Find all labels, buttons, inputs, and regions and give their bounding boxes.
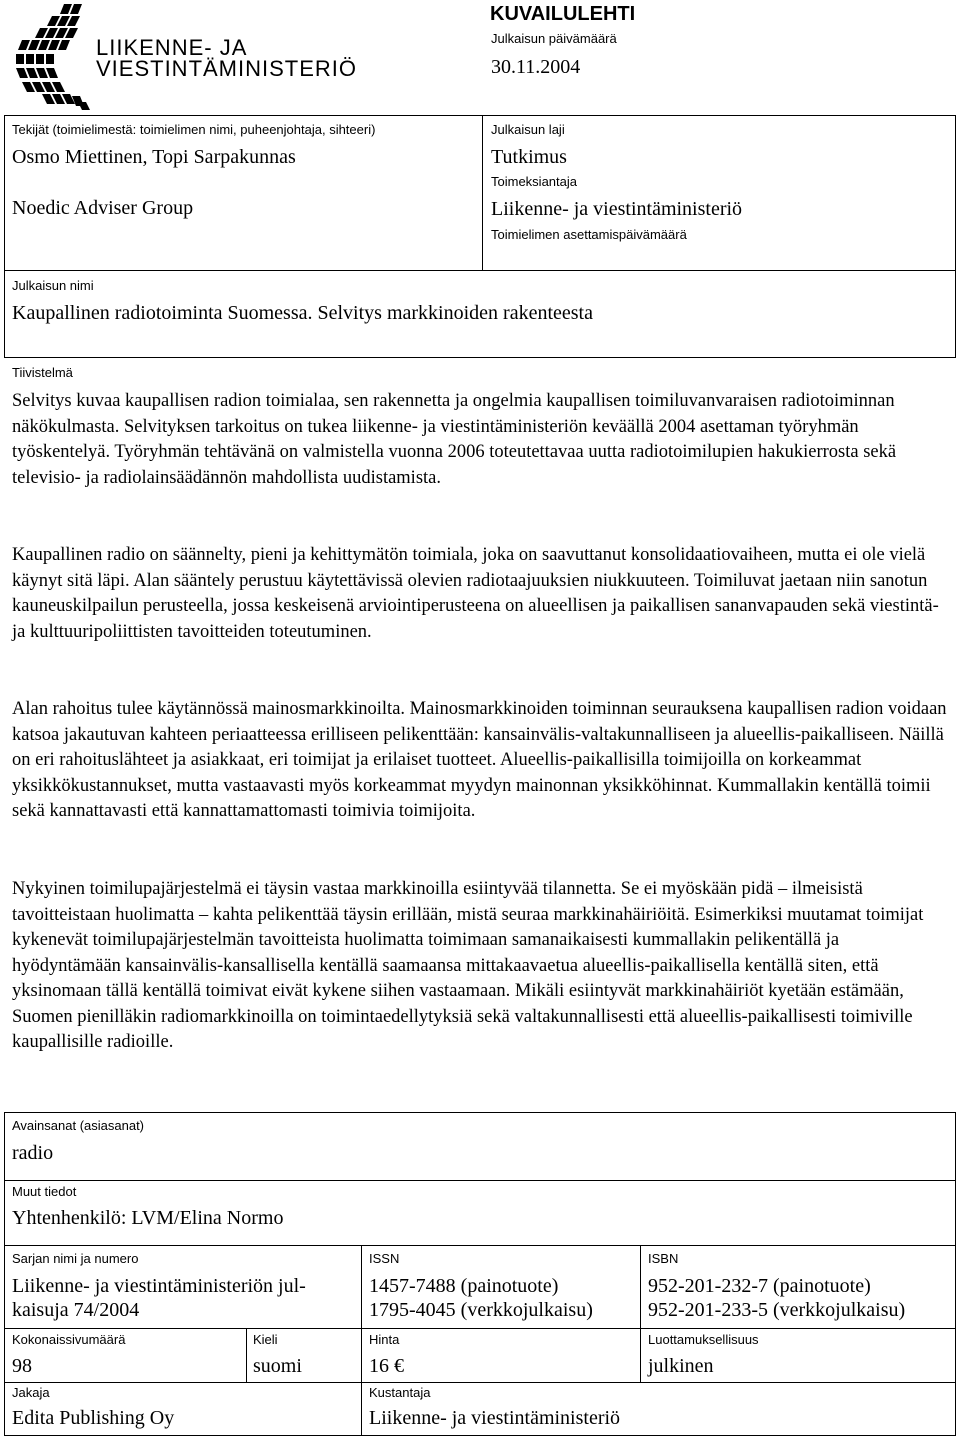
isbn-value-line2: 952-201-233-5 (verkkojulkaisu) [648,1299,906,1321]
document-type: KUVAILULEHTI [490,3,636,25]
authors-organization: Noedic Adviser Group [12,197,194,219]
issn-value-line1: 1457-7488 (painotuote) [369,1275,559,1297]
form-left-border-bottom [4,1112,5,1435]
distributor-label: Jakaja [12,1385,50,1400]
page-count-label: Kokonaissivumäärä [12,1332,126,1347]
distributor-top-border [4,1382,956,1383]
publication-title-label: Julkaisun nimi [12,278,94,293]
appointment-date-label: Toimielimen asettamispäivämäärä [491,227,687,242]
issn-value-line2: 1795-4045 (verkkojulkaisu) [369,1299,593,1321]
series-value-line1: Liikenne- ja viestintäministeriön jul- [12,1275,306,1297]
abstract-label: Tiivistelmä [12,365,73,380]
abstract-top-border [4,357,956,358]
publisher-label: Kustantaja [369,1385,431,1400]
pages-top-border [4,1328,956,1329]
isbn-divider [640,1245,641,1382]
price-label: Hinta [369,1332,400,1347]
publisher-value: Liikenne- ja viestintäministeriö [369,1407,621,1429]
keywords-value: radio [12,1142,54,1164]
other-info-value: Yhtenhenkilö: LVM/Elina Normo [12,1207,284,1229]
publication-date-label: Julkaisun päivämäärä [491,31,617,46]
page-count-value: 98 [12,1355,32,1377]
series-top-border [4,1245,956,1246]
authors-divider [482,115,483,270]
commissioner-label: Toimeksiantaja [491,174,577,189]
issn-divider [361,1245,362,1435]
ministry-logo [8,2,92,112]
authors-label: Tekijät (toimielimestä: toimielimen nimi, puheenjohtaja, sihteeri) [12,122,376,137]
abstract-paragraph-3: Alan rahoitus tulee käytännössä mainosmarkkinoilta. Mainosmarkkinoiden toiminnan seurauksena kaupallisen radion voidaan katsoa jakautuvan kahteen periaatteessa erilliseen pelikenttään: kansainvälis-valtakunnalliseen ja alueellis-paikalliseen. Näillä on eri rahoituslähteet ja asiakkaat, eri toimijat ja erilaiset tuotteet. Alueellis-paikallisilla toimijoilla on korkeammat yksikkökustannukset, mutta vastaavasti myös korkeammat myydyn mainonnan yksikköhinnat. Kummallakin kentällä toimii sekä kannattavasti että kannattamattomasti toimivia toimijoita. [12,699,947,821]
isbn-label: ISBN [648,1251,679,1266]
language-label: Kieli [253,1332,278,1347]
series-value-line2: kaisuja 74/2004 [12,1299,140,1321]
form-top-border [4,115,956,116]
publication-title-value: Kaupallinen radiotoiminta Suomessa. Selvitys markkinoiden rakenteesta [12,302,593,324]
confidentiality-value: julkinen [648,1355,714,1377]
ministry-name-line2: VIESTINTÄMINISTERIÖ [96,56,358,81]
other-info-top-border [4,1180,956,1181]
distributor-value: Edita Publishing Oy [12,1407,175,1429]
form-left-border-top [4,115,5,358]
publication-type-value: Tutkimus [491,146,567,168]
abstract-paragraph-1: Selvitys kuvaa kaupallisen radion toimialaa, sen rakennetta ja ongelmia kaupallisen toimiluvanvaraisen radiotoiminnan näkökulmasta. Selvityksen tarkoitus on tukea liikenne- ja viestintäministeriön keväällä 2004 asettaman työryhmän työskentelyä. Työryhmän tehtävänä on valmistella vuonna 2006 toteutettavaa uutta radiotoimilupien hakukierrosta sekä televisio- ja radiolainsäädännön mahdollista uudistamista. [12,391,897,488]
publication-type-label: Julkaisun laji [491,122,565,137]
price-value: 16 € [369,1355,404,1377]
abstract-paragraph-2: Kaupallinen radio on säännelty, pieni ja kehittymätön toimiala, joka on saavuttanut konsolidaatiovaiheen, mutta ei ole vielä käynyt sitä läpi. Alan sääntely perustuu käytettävissä olevien radiotaajuuksien niukkuuteen. Toimiluvat jaetaan niin sanotun kauneuskilpailun perusteella, jossa keskeisenä arviointiperusteena on alueellisen ja paikallisen sananvapauden sekä viestintä- ja kulttuuripoliittisten tavoitteiden toteutuminen. [12,545,939,642]
form-right-border-top [955,115,956,358]
ministry-name-line1: LIIKENNE- JA [96,35,248,60]
form-bottom-border [4,1435,956,1436]
abstract-bottom-border [4,1112,956,1113]
title-top-border [4,270,956,271]
confidentiality-label: Luottamuksellisuus [648,1332,759,1347]
abstract-paragraph-4: Nykyinen toimilupajärjestelmä ei täysin vastaa markkinoilla esiintyvää tilannetta. Se ei myöskään pidä – ilmeisistä tavoitteistaan huolimatta – kahta pelikenttää täysin erillään, mistä seuraa markkinahäiriöitä. Esimerkiksi muutamat toimijat kykenevät toimilupajärjestelmän tavoitteista huolimatta toimimaan samanaikaisesti kummallakin pelikentällä ja hyödyntämään kansainvälis-kansallisella kentällä saamaansa mittakaavaetua alueellis-paikallisella kentällä siten, että yksinomaan tällä kentällä toimivat eivät kykene siihen vastaamaan. Mikäli esiintyvät markkinahäiriöt kyetään estämään, Suomen pienilläkin radiomarkkinoilla on toimintaedellytyksiä sekä valtakunnallisesti että alueellis-paikallisesti toimiville kaupallisille radioille. [12,879,924,1052]
other-info-label: Muut tiedot [12,1184,77,1199]
publication-date-value: 30.11.2004 [491,56,581,78]
form-right-border-bottom [955,1112,956,1435]
language-value: suomi [253,1355,302,1377]
isbn-value-line1: 952-201-232-7 (painotuote) [648,1275,871,1297]
issn-label: ISSN [369,1251,400,1266]
keywords-label: Avainsanat (asiasanat) [12,1118,145,1133]
language-divider [246,1328,247,1382]
series-label: Sarjan nimi ja numero [12,1251,139,1266]
commissioner-value: Liikenne- ja viestintäministeriö [491,198,743,220]
authors-names: Osmo Miettinen, Topi Sarpakunnas [12,146,296,168]
